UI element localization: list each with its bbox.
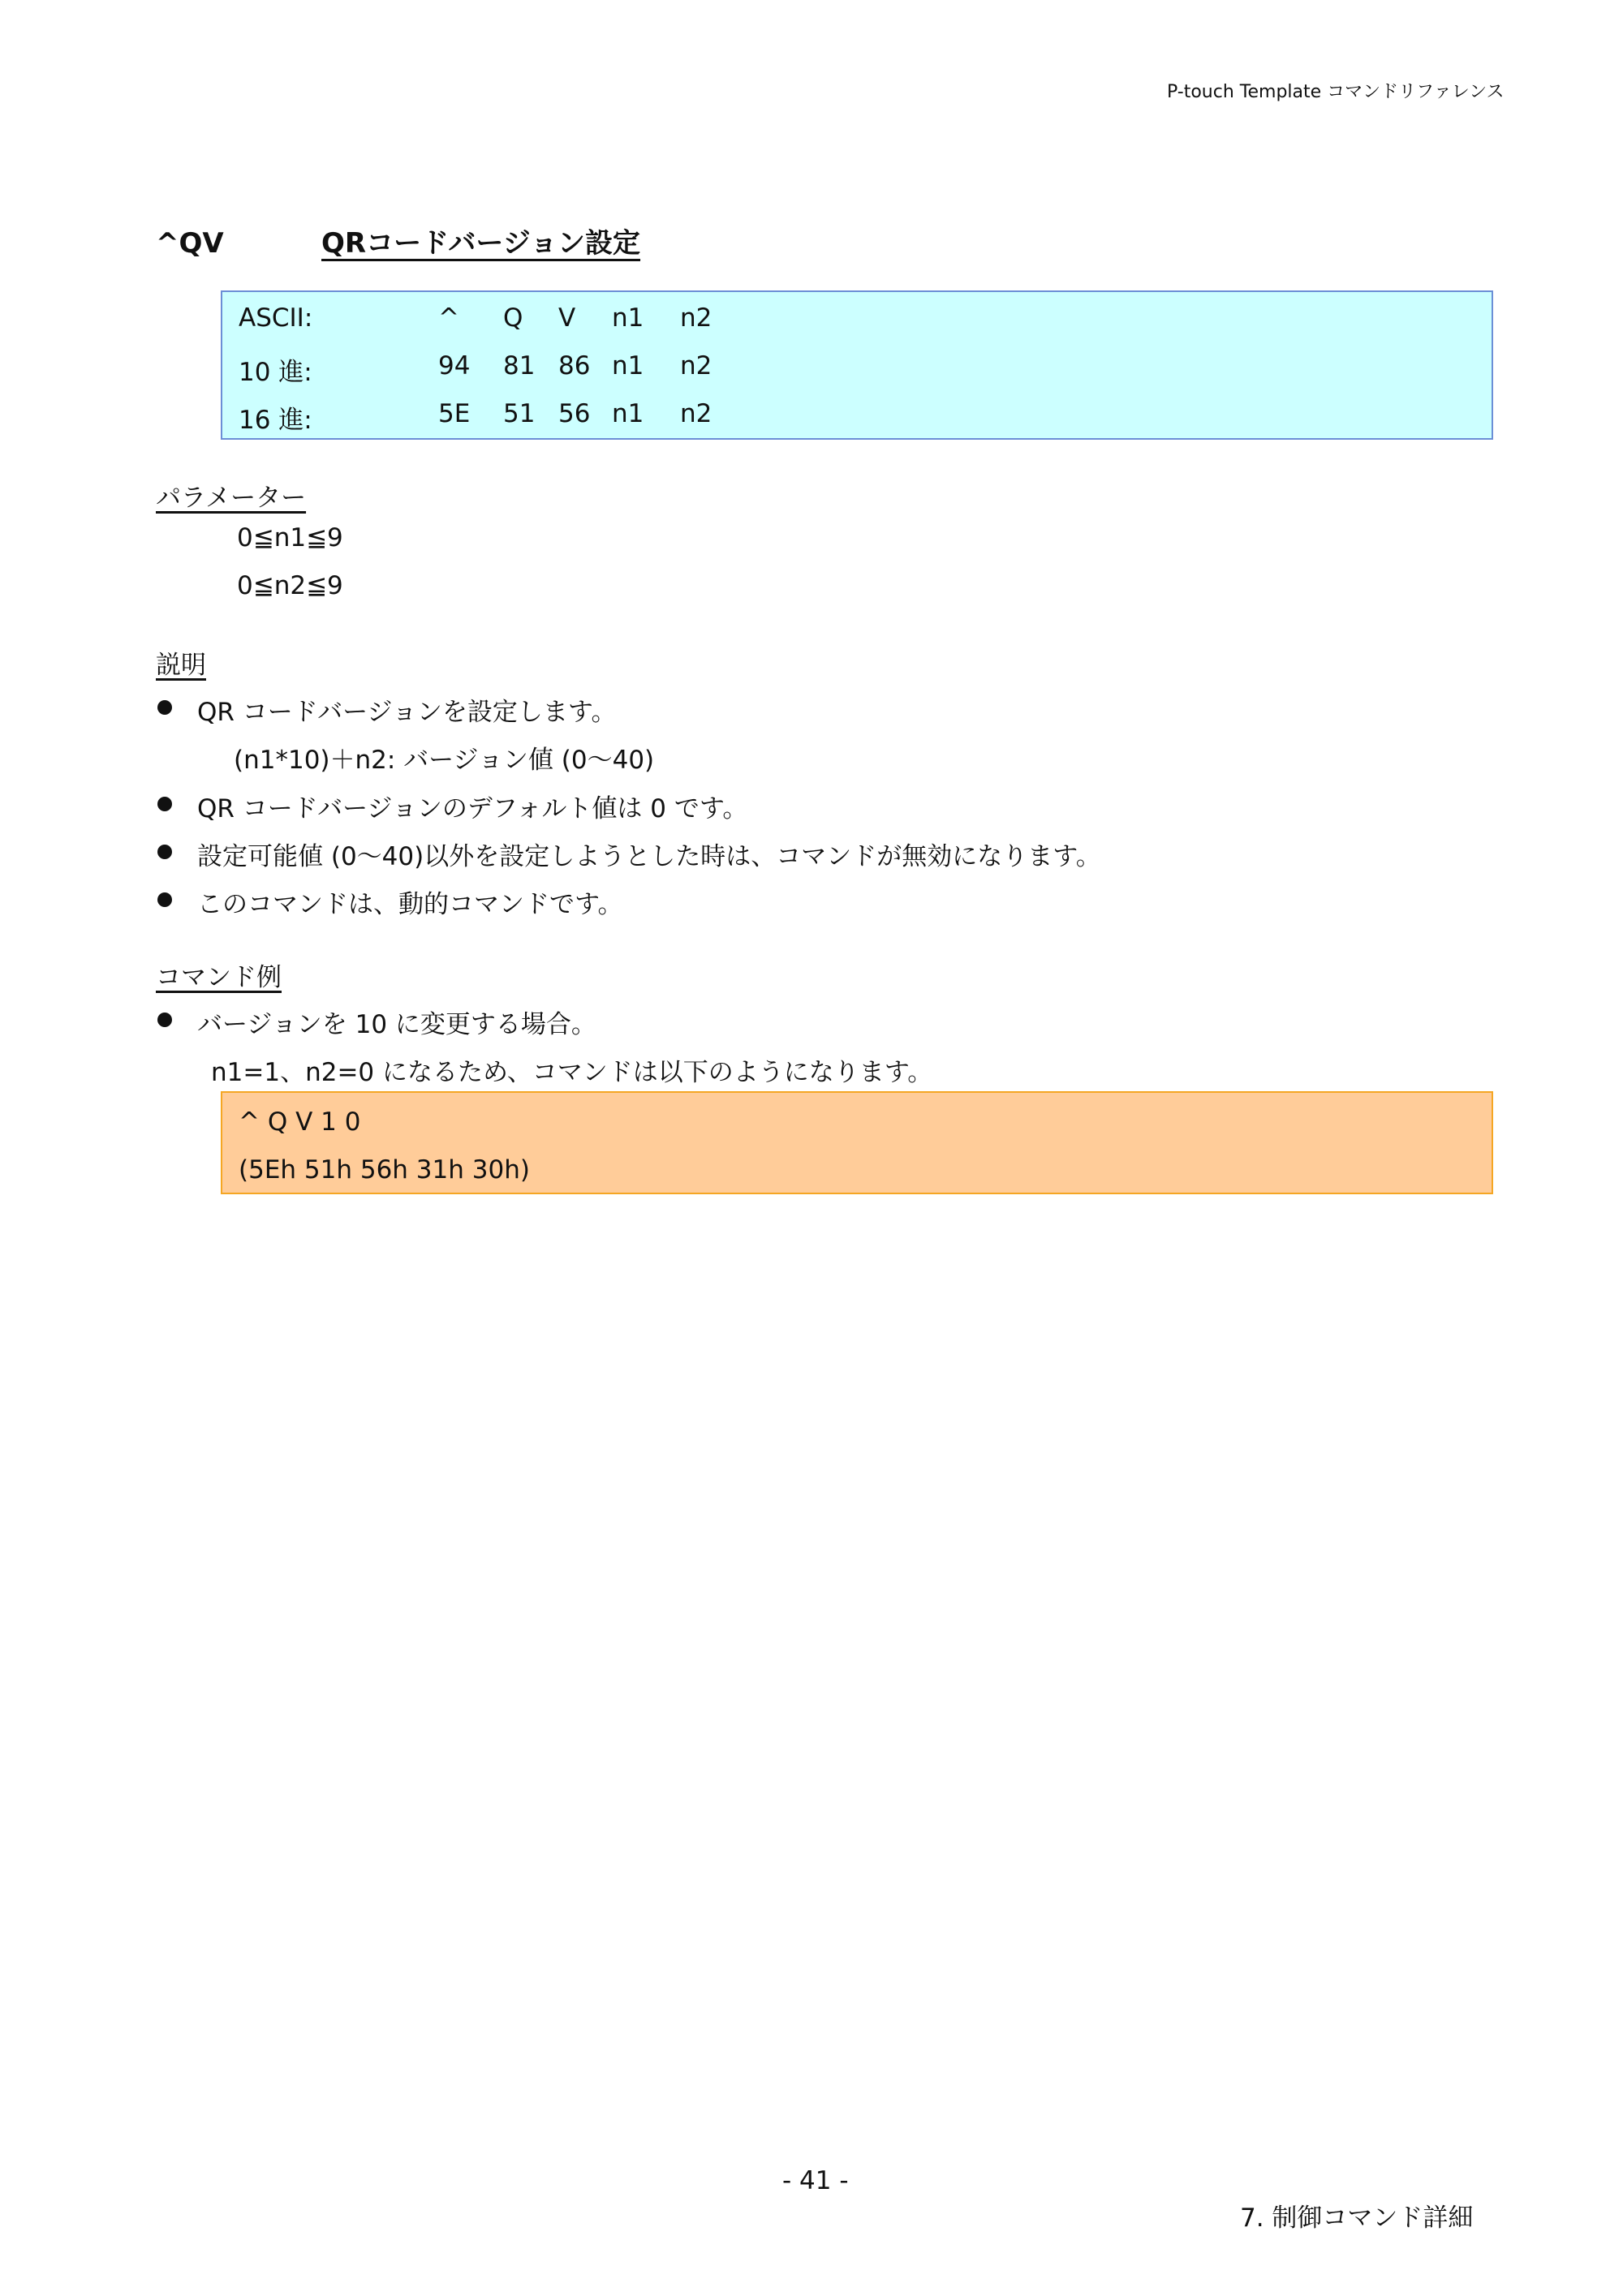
code-value: n1 xyxy=(612,351,644,381)
example-bullet: バージョンを 10 に変更する場合。 xyxy=(197,1004,596,1040)
code-value: V xyxy=(558,303,576,333)
code-value: n1 xyxy=(612,399,644,428)
example-heading: コマンド例 xyxy=(156,963,282,992)
code-value: 81 xyxy=(503,351,536,381)
code-value: 94 xyxy=(438,351,471,381)
command-name: ^QV xyxy=(156,227,224,260)
code-value: 86 xyxy=(558,351,591,381)
code-value: 5E xyxy=(438,399,471,428)
example-code-ascii: ^ Q V 1 0 xyxy=(239,1107,361,1137)
code-value: n2 xyxy=(680,399,712,428)
code-table xyxy=(221,290,1493,440)
description-bullet-set-version: QR コードバージョンを設定します。 xyxy=(197,691,616,728)
code-value: ^ xyxy=(438,303,459,333)
command-description: QRコードバージョン設定 xyxy=(321,227,641,260)
description-bullet-dynamic: このコマンドは、動的コマンドです。 xyxy=(197,884,623,920)
code-value: Q xyxy=(503,303,523,333)
code-value: n2 xyxy=(680,303,712,333)
page-number: - 41 - xyxy=(782,2166,849,2195)
description-bullet-invalid: 設定可能値 (0～40)以外を設定しようとした時は、コマンドが無効になります。 xyxy=(197,836,1101,872)
parameters-heading: パラメーター xyxy=(156,484,307,513)
code-value: n1 xyxy=(612,303,644,333)
document-header: P-touch Template コマンドリファレンス xyxy=(1167,82,1505,102)
description-heading: 説明 xyxy=(156,651,206,680)
code-label: 16 進: xyxy=(239,406,312,435)
code-value: 56 xyxy=(558,399,591,428)
example-code-hex: (5Eh 51h 56h 31h 30h) xyxy=(239,1155,530,1185)
code-value: n2 xyxy=(680,351,712,381)
example-code-box xyxy=(221,1091,1493,1194)
code-label: 10 進: xyxy=(239,358,312,387)
code-value: 51 xyxy=(503,399,536,428)
parameter-n2-range: 0≦n2≦9 xyxy=(237,571,343,600)
code-label: ASCII: xyxy=(239,303,313,333)
parameter-n1-range: 0≦n1≦9 xyxy=(237,523,343,553)
page-title xyxy=(156,221,640,260)
version-formula: (n1*10)＋n2: バージョン値 (0～40) xyxy=(234,746,655,775)
chapter-footer: 7. 制御コマンド詳細 xyxy=(1240,2204,1474,2233)
description-bullet-default: QR コードバージョンのデフォルト値は 0 です。 xyxy=(197,788,747,824)
example-note: n1=1、n2=0 になるため、コマンドは以下のようになります。 xyxy=(211,1058,933,1087)
